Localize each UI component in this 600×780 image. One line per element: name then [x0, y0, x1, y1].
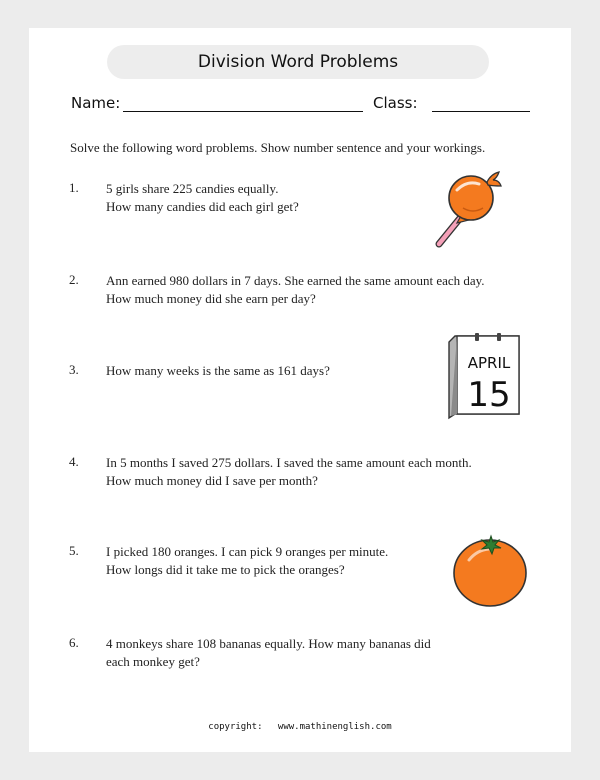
problem-line: How many weeks is the same as 161 days?: [106, 363, 330, 378]
problem-text: [106, 272, 526, 308]
problem-line: How many candies did each girl get?: [106, 199, 299, 214]
name-label: Name:: [71, 94, 121, 112]
copyright-footer: [29, 722, 571, 732]
orange-icon: [449, 532, 531, 610]
problem-line: How much money did I save per month?: [106, 473, 318, 488]
worksheet-page: [29, 28, 571, 752]
calendar-day: 15: [467, 375, 511, 415]
problem-text: [106, 454, 526, 490]
problem-number: 6.: [69, 635, 79, 650]
lollipop-icon: [427, 168, 527, 250]
problem-number: 4.: [69, 454, 79, 469]
problem-line: 5 girls share 225 candies equally.: [106, 181, 279, 196]
problem-line: In 5 months I saved 275 dollars. I saved the same amount each month.: [106, 455, 472, 470]
problem-number: 3.: [69, 362, 79, 377]
name-class-row: [71, 92, 531, 116]
calendar-icon: [443, 332, 525, 420]
problem-number: 5.: [69, 543, 79, 558]
problem-number: 1.: [69, 180, 79, 195]
problem-text: [106, 635, 526, 671]
calendar-month: APRIL: [467, 354, 511, 372]
problem-line: How longs did it take me to pick the oranges?: [106, 562, 345, 577]
instructions-text: Solve the following word problems. Show number sentence and your workings.: [70, 140, 486, 155]
problem-line: I picked 180 oranges. I can pick 9 oranges per minute.: [106, 544, 389, 559]
class-label: Class:: [373, 94, 418, 112]
problem-line: 4 monkeys share 108 bananas equally. How many bananas did: [106, 636, 431, 651]
copyright-site[interactable]: www.mathinenglish.com: [277, 722, 392, 732]
problem-number: 2.: [69, 272, 79, 287]
copyright-label: copyright:: [208, 722, 263, 732]
problem-line: each monkey get?: [106, 654, 200, 669]
problem-line: Ann earned 980 dollars in 7 days. She earned the same amount each day.: [106, 273, 485, 288]
problem-line: How much money did she earn per day?: [106, 291, 316, 306]
class-blank-line: [432, 111, 530, 112]
name-blank-line: [123, 111, 363, 112]
worksheet-title: Division Word Problems: [107, 45, 489, 79]
